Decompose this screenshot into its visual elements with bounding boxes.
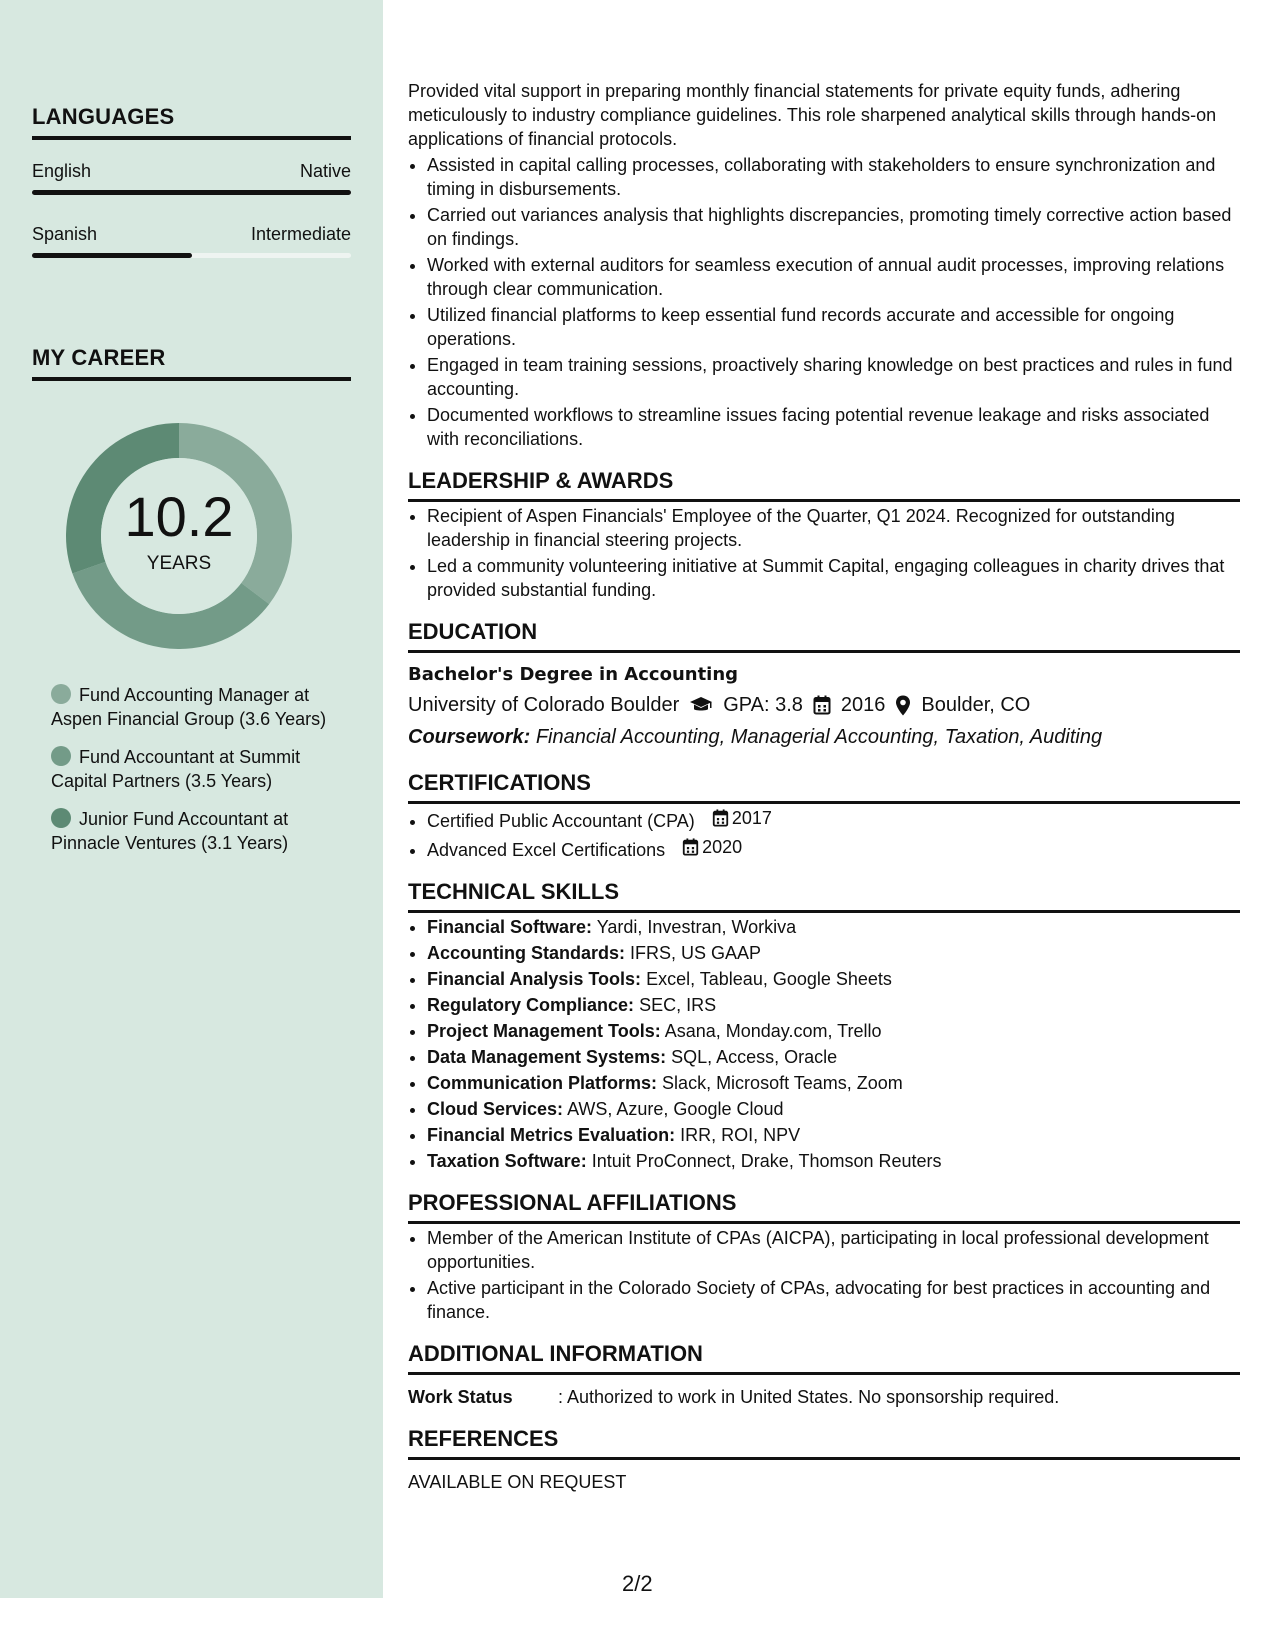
languages-heading: LANGUAGES — [32, 104, 351, 140]
education-heading: EDUCATION — [408, 620, 1240, 653]
certification-name: Advanced Excel Certifications — [427, 840, 666, 860]
legend-item — [51, 807, 341, 855]
certification-date — [682, 835, 742, 859]
language-proficiency-bar — [32, 253, 351, 258]
certification-year: 2017 — [731, 808, 772, 828]
list-item — [427, 967, 1240, 991]
list-item: • Carried out variances analysis that highlights discrepancies, promoting timely corrective action based on findings. — [427, 203, 1240, 251]
skill-value: IFRS, US GAAP — [630, 943, 762, 963]
experience-bullets — [408, 153, 1240, 451]
page-number: 2/2 — [622, 1571, 653, 1596]
skill-value: Yardi, Investran, Workiva — [596, 917, 797, 937]
legend-dot — [51, 808, 71, 828]
calendar-icon — [682, 838, 699, 856]
graduation-cap-icon — [689, 696, 713, 714]
calendar-icon — [813, 695, 831, 715]
certifications-heading: CERTIFICATIONS — [408, 771, 1240, 804]
skill-label: Data Management Systems: — [427, 1047, 667, 1067]
skill-label: Financial Metrics Evaluation: — [427, 1125, 676, 1145]
skill-value: Slack, Microsoft Teams, Zoom — [662, 1073, 903, 1093]
coursework-list: Financial Accounting, Managerial Accounting, Taxation, Auditing — [535, 726, 1103, 748]
list-item: • Active participant in the Colorado Society of CPAs, advocating for best practices in accounting and finance. — [427, 1276, 1240, 1324]
list-item — [427, 993, 1240, 1017]
legend-dot — [51, 684, 71, 704]
sidebar — [0, 0, 383, 1598]
education-entry — [408, 663, 1240, 749]
list-item: • Engaged in team training sessions, proactively sharing knowledge on best practices and rules in fund accounting. — [427, 353, 1240, 401]
language-proficiency-fill — [32, 190, 351, 195]
degree-title: Bachelor's Degree in Accounting — [408, 664, 739, 685]
gpa: GPA: 3.8 — [723, 694, 803, 716]
calendar-icon — [712, 809, 729, 827]
references-heading: REFERENCES — [408, 1427, 1240, 1460]
language-proficiency-fill — [32, 253, 192, 258]
list-item — [427, 806, 1240, 833]
skill-value: AWS, Azure, Google Cloud — [567, 1099, 784, 1119]
career-section — [32, 345, 351, 381]
skill-value: SEC, IRS — [639, 995, 717, 1015]
language-name: Spanish — [32, 224, 98, 244]
leadership-list — [408, 504, 1240, 602]
skill-label: Financial Software: — [427, 917, 593, 937]
career-donut-chart — [66, 423, 292, 649]
legend-dot — [51, 746, 71, 766]
work-status-row — [408, 1385, 1240, 1409]
list-item — [427, 835, 1240, 862]
skill-label: Communication Platforms: — [427, 1073, 658, 1093]
certification-name: Certified Public Accountant (CPA) — [427, 811, 695, 831]
certification-year: 2020 — [702, 837, 743, 857]
skill-value: Excel, Tableau, Google Sheets — [646, 969, 892, 989]
education-details — [408, 693, 1240, 717]
list-item — [427, 1045, 1240, 1069]
list-item: • Recipient of Aspen Financials' Employee of the Quarter, Q1 2024. Recognized for outstanding leadership in financial steering projects. — [427, 504, 1240, 552]
references-text: AVAILABLE ON REQUEST — [408, 1472, 627, 1492]
donut-center — [66, 423, 292, 649]
list-item — [427, 1149, 1240, 1173]
skill-value: IRR, ROI, NPV — [680, 1125, 801, 1145]
list-item: • Worked with external auditors for seamless execution of annual audit processes, improving relations through clear communication. — [427, 253, 1240, 301]
list-item — [427, 915, 1240, 939]
legend-item — [51, 745, 341, 793]
experience-summary: Provided vital support in preparing monthly financial statements for private equity funds, adhering meticulously to industry compliance guidelines. This role sharpened analytical skills through hands-on applications of financial protocols. — [408, 81, 1217, 149]
graduation-year: 2016 — [840, 694, 886, 716]
career-legend — [51, 683, 341, 869]
certification-date — [712, 806, 772, 830]
skill-label: Project Management Tools: — [427, 1021, 661, 1041]
language-item-english — [32, 161, 351, 195]
language-name: English — [32, 161, 92, 181]
legend-label: Fund Accountant at Summit Capital Partners (3.5 Years) — [51, 747, 301, 791]
affiliations-heading: PROFESSIONAL AFFILIATIONS — [408, 1191, 1240, 1224]
leadership-heading: LEADERSHIP & AWARDS — [408, 469, 1240, 502]
school-location: Boulder, CO — [921, 694, 1031, 716]
work-status-label: Work Status — [408, 1387, 513, 1407]
technical-skills-heading: TECHNICAL SKILLS — [408, 880, 1240, 913]
list-item: • Member of the American Institute of CPAs (AICPA), participating in local professional development opportunities. — [427, 1226, 1240, 1274]
language-level: Intermediate — [250, 224, 351, 244]
career-total-years: 10.2 — [124, 485, 234, 548]
skill-label: Accounting Standards: — [427, 943, 626, 963]
skill-value: Intuit ProConnect, Drake, Thomson Reuters — [591, 1151, 942, 1171]
main-content — [408, 79, 1240, 1494]
coursework-label: Coursework: — [408, 726, 531, 748]
list-item: • Assisted in capital calling processes, collaborating with stakeholders to ensure synchronization and timing in disbursements. — [427, 153, 1240, 201]
skill-label: Taxation Software: — [427, 1151, 587, 1171]
list-item: • Utilized financial platforms to keep essential fund records accurate and accessible for ongoing operations. — [427, 303, 1240, 351]
coursework — [408, 725, 1240, 749]
work-status-value: : Authorized to work in United States. No sponsorship required. — [558, 1387, 1060, 1407]
skill-label: Cloud Services: — [427, 1099, 564, 1119]
list-item — [427, 1071, 1240, 1095]
legend-item — [51, 683, 341, 731]
legend-label: Fund Accounting Manager at Aspen Financial Group (3.6 Years) — [51, 685, 327, 729]
language-proficiency-bar — [32, 190, 351, 195]
language-item-spanish — [32, 224, 351, 258]
list-item — [427, 1097, 1240, 1121]
skill-label: Regulatory Compliance: — [427, 995, 635, 1015]
affiliations-list — [408, 1226, 1240, 1324]
languages-section — [32, 104, 351, 258]
technical-skills-list — [408, 915, 1240, 1173]
school-name: University of Colorado Boulder — [408, 694, 680, 716]
skill-value: SQL, Access, Oracle — [671, 1047, 838, 1067]
list-item — [427, 941, 1240, 965]
additional-info-heading: ADDITIONAL INFORMATION — [408, 1342, 1240, 1375]
career-heading: MY CAREER — [32, 345, 351, 381]
skill-label: Financial Analysis Tools: — [427, 969, 642, 989]
list-item — [427, 1019, 1240, 1043]
certifications-list — [408, 806, 1240, 862]
legend-label: Junior Fund Accountant at Pinnacle Ventures (3.1 Years) — [51, 809, 289, 853]
skill-value: Asana, Monday.com, Trello — [664, 1021, 882, 1041]
language-level: Native — [299, 161, 351, 181]
list-item: • Led a community volunteering initiative at Summit Capital, engaging colleagues in charity drives that provided substantial funding. — [427, 554, 1240, 602]
list-item: • Documented workflows to streamline issues facing potential revenue leakage and risks associated with reconciliations. — [427, 403, 1240, 451]
list-item — [427, 1123, 1240, 1147]
location-pin-icon — [895, 695, 911, 716]
career-years-label: YEARS — [146, 553, 212, 574]
